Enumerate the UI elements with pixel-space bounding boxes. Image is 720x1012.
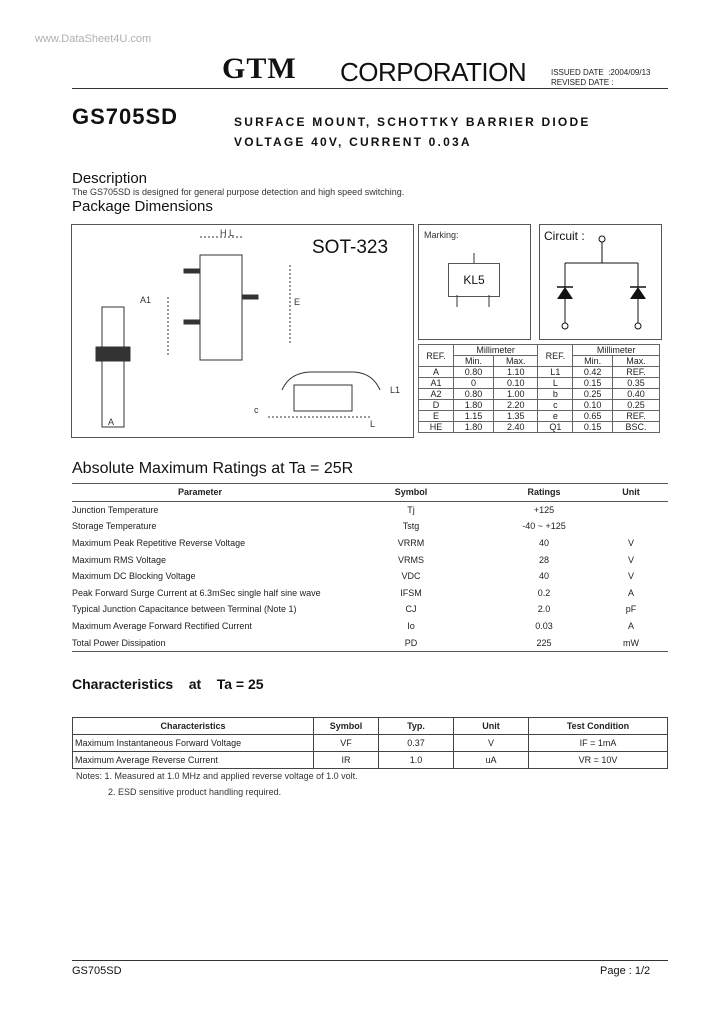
cell: pF xyxy=(625,604,637,615)
note-1: Notes: 1. Measured at 1.0 MHz and applied reverse voltage of 1.0 volt. xyxy=(76,771,358,781)
cell: 2.20 xyxy=(494,400,538,411)
cell: 0.80 xyxy=(454,389,494,400)
package-drawing xyxy=(71,224,414,438)
part-number: GS705SD xyxy=(72,104,179,129)
dim-header-max: Max. xyxy=(494,356,538,367)
cell: 1.80 xyxy=(454,422,494,433)
cell: 0.80 xyxy=(454,367,494,378)
cell: Maximum DC Blocking Voltage xyxy=(72,571,196,582)
cell: Maximum Instantaneous Forward Voltage xyxy=(73,735,314,752)
header-ratings: Ratings xyxy=(527,487,561,498)
cell: REF. xyxy=(612,411,659,422)
marking-label: Marking: xyxy=(424,230,459,240)
table-row xyxy=(419,400,660,411)
cell: 0.25 xyxy=(573,389,613,400)
header-unit: Unit xyxy=(622,487,640,498)
header-symbol: Symbol xyxy=(394,487,428,498)
cell: 0.15 xyxy=(573,378,613,389)
cell: 0.10 xyxy=(494,378,538,389)
dim-header-max-2: Max. xyxy=(612,356,659,367)
cell: 0.37 xyxy=(379,735,454,752)
cell: Tstg xyxy=(402,521,420,532)
sot-label: SOT-323 xyxy=(312,237,389,258)
cell: mW xyxy=(623,637,639,648)
cell: e xyxy=(538,411,573,422)
header-rule xyxy=(72,88,668,89)
cell: L xyxy=(538,378,573,389)
label-l1: L1 xyxy=(390,385,401,395)
description-text: The GS705SD is designed for general purpose detection and high speed switching. xyxy=(72,187,405,197)
cell: Maximum Average Reverse Current xyxy=(73,752,314,769)
marking-code: KL5 xyxy=(448,263,500,297)
cell: uA xyxy=(454,752,529,769)
dim-header-ref-2: REF. xyxy=(538,345,573,367)
cell: IR xyxy=(314,752,379,769)
cell: -40 ~ +125 xyxy=(522,521,566,532)
header-symbol: Symbol xyxy=(314,718,379,735)
dim-header-ref: REF. xyxy=(419,345,454,367)
cell: BSC. xyxy=(612,422,659,433)
cell: Maximum Peak Repetitive Reverse Voltage xyxy=(72,538,246,549)
ratings-table xyxy=(72,483,668,652)
cell: b xyxy=(538,389,573,400)
cell: Q1 xyxy=(538,422,573,433)
cell: A1 xyxy=(419,378,454,389)
dimension-table xyxy=(418,344,660,433)
label-a: A xyxy=(108,417,115,427)
cell: REF. xyxy=(612,367,659,378)
dim-header-min-2: Min. xyxy=(573,356,613,367)
corporation-title: CORPORATION xyxy=(340,57,527,87)
issue-info xyxy=(551,68,650,88)
cell: 0.40 xyxy=(612,389,659,400)
cell: 1.80 xyxy=(454,400,494,411)
table-row xyxy=(72,535,668,552)
label-hl: H L xyxy=(220,228,235,238)
table-row xyxy=(72,618,668,635)
cell: 1.0 xyxy=(379,752,454,769)
cell: VF xyxy=(314,735,379,752)
cell: VRRM xyxy=(397,538,425,549)
marking-box xyxy=(418,224,531,340)
cell: E xyxy=(419,411,454,422)
company-logo: GTM xyxy=(222,52,297,85)
header-unit: Unit xyxy=(454,718,529,735)
circuit-box xyxy=(539,224,662,340)
marking-pins-svg xyxy=(419,225,530,339)
dim-header-mm: Millimeter xyxy=(454,345,538,356)
table-row xyxy=(72,601,668,618)
cell: 1.10 xyxy=(494,367,538,378)
circuit-label: Circuit : xyxy=(544,229,585,243)
cell: A2 xyxy=(419,389,454,400)
cell: A xyxy=(627,621,634,632)
issued-label: ISSUED DATE xyxy=(551,68,604,77)
table-row xyxy=(419,367,660,378)
table-row xyxy=(72,501,668,518)
note-2: 2. ESD sensitive product handling required. xyxy=(108,787,282,797)
cell: Typical Junction Capacitance between Terminal (Note 1) xyxy=(72,604,297,615)
cell: 1.00 xyxy=(494,389,538,400)
cell: 0.25 xyxy=(612,400,659,411)
cell: 2.40 xyxy=(494,422,538,433)
table-row xyxy=(419,389,660,400)
cell: IFSM xyxy=(400,587,422,598)
table-row xyxy=(72,518,668,535)
table-row xyxy=(72,634,668,651)
package-heading: Package Dimensions xyxy=(72,198,213,215)
cell: HE xyxy=(419,422,454,433)
issued-date: :2004/09/13 xyxy=(608,68,651,77)
cell: Io xyxy=(407,621,415,632)
cell: V xyxy=(627,538,634,549)
dim-header-mm-2: Millimeter xyxy=(573,345,660,356)
cell: V xyxy=(627,554,634,565)
cell xyxy=(594,501,668,518)
cell: 0.35 xyxy=(612,378,659,389)
characteristics-header-row xyxy=(73,718,668,735)
cell xyxy=(594,518,668,535)
cell: VDC xyxy=(401,571,421,582)
cell: 0.42 xyxy=(573,367,613,378)
dim-header-min: Min. xyxy=(454,356,494,367)
cell: 0.10 xyxy=(573,400,613,411)
header-typ: Typ. xyxy=(379,718,454,735)
label-c: c xyxy=(254,405,259,415)
cell: L1 xyxy=(538,367,573,378)
watermark: www.DataSheet4U.com xyxy=(35,33,152,45)
table-row xyxy=(73,735,668,752)
cell: Junction Temperature xyxy=(72,504,159,515)
table-row xyxy=(72,568,668,585)
cell: 0 xyxy=(454,378,494,389)
cell: c xyxy=(538,400,573,411)
cell: Tj xyxy=(407,504,415,515)
header-characteristics: Characteristics xyxy=(73,718,314,735)
ratings-heading: Absolute Maximum Ratings at Ta = 25R xyxy=(72,460,354,477)
footer-part: GS705SD xyxy=(72,965,122,977)
label-l: L xyxy=(370,419,376,429)
title-line-1: SURFACE MOUNT, SCHOTTKY BARRIER DIODE xyxy=(234,115,591,129)
cell: V xyxy=(454,735,529,752)
label-e: E xyxy=(294,297,301,307)
cell: 0.03 xyxy=(535,621,553,632)
table-row xyxy=(419,378,660,389)
cell: Maximum RMS Voltage xyxy=(72,554,167,565)
cell: VR = 10V xyxy=(529,752,668,769)
label-a1: A1 xyxy=(140,295,152,305)
footer-page: Page : 1/2 xyxy=(600,965,651,977)
footer-rule xyxy=(72,960,668,961)
cell: A xyxy=(419,367,454,378)
table-row xyxy=(72,585,668,602)
cell: Storage Temperature xyxy=(72,521,157,532)
cell: Peak Forward Surge Current at 6.3mSec single half sine wave xyxy=(72,587,321,598)
header-test-condition: Test Condition xyxy=(529,718,668,735)
cell: VRMS xyxy=(397,554,424,565)
characteristics-table xyxy=(72,717,668,769)
circuit-diagram xyxy=(540,225,661,339)
cell: 0.15 xyxy=(573,422,613,433)
cell: 0.2 xyxy=(537,587,551,598)
cell: 40 xyxy=(538,538,549,549)
cell: 1.35 xyxy=(494,411,538,422)
cell: A xyxy=(627,587,634,598)
revised-label: REVISED DATE : xyxy=(551,78,614,87)
cell: CJ xyxy=(405,604,417,615)
description-heading: Description xyxy=(72,170,148,187)
ratings-header-row xyxy=(72,484,668,502)
cell: 28 xyxy=(538,554,549,565)
cell: Total Power Dissipation xyxy=(72,637,166,648)
cell: +125 xyxy=(533,504,555,515)
cell: PD xyxy=(404,637,418,648)
cell: IF = 1mA xyxy=(529,735,668,752)
cell: D xyxy=(419,400,454,411)
cell: 1.15 xyxy=(454,411,494,422)
header-parameter: Parameter xyxy=(177,487,223,498)
cell: Maximum Average Forward Rectified Current xyxy=(72,621,252,632)
table-row xyxy=(419,422,660,433)
table-row xyxy=(419,411,660,422)
title-line-2: VOLTAGE 40V, CURRENT 0.03A xyxy=(234,135,472,149)
cell: 40 xyxy=(538,571,549,582)
table-row xyxy=(72,551,668,568)
cell: 2.0 xyxy=(537,604,551,615)
cell: 0.65 xyxy=(573,411,613,422)
cell: V xyxy=(627,571,634,582)
table-row xyxy=(73,752,668,769)
cell: 225 xyxy=(536,637,552,648)
characteristics-heading: Characteristics at Ta = 25 xyxy=(72,676,264,692)
